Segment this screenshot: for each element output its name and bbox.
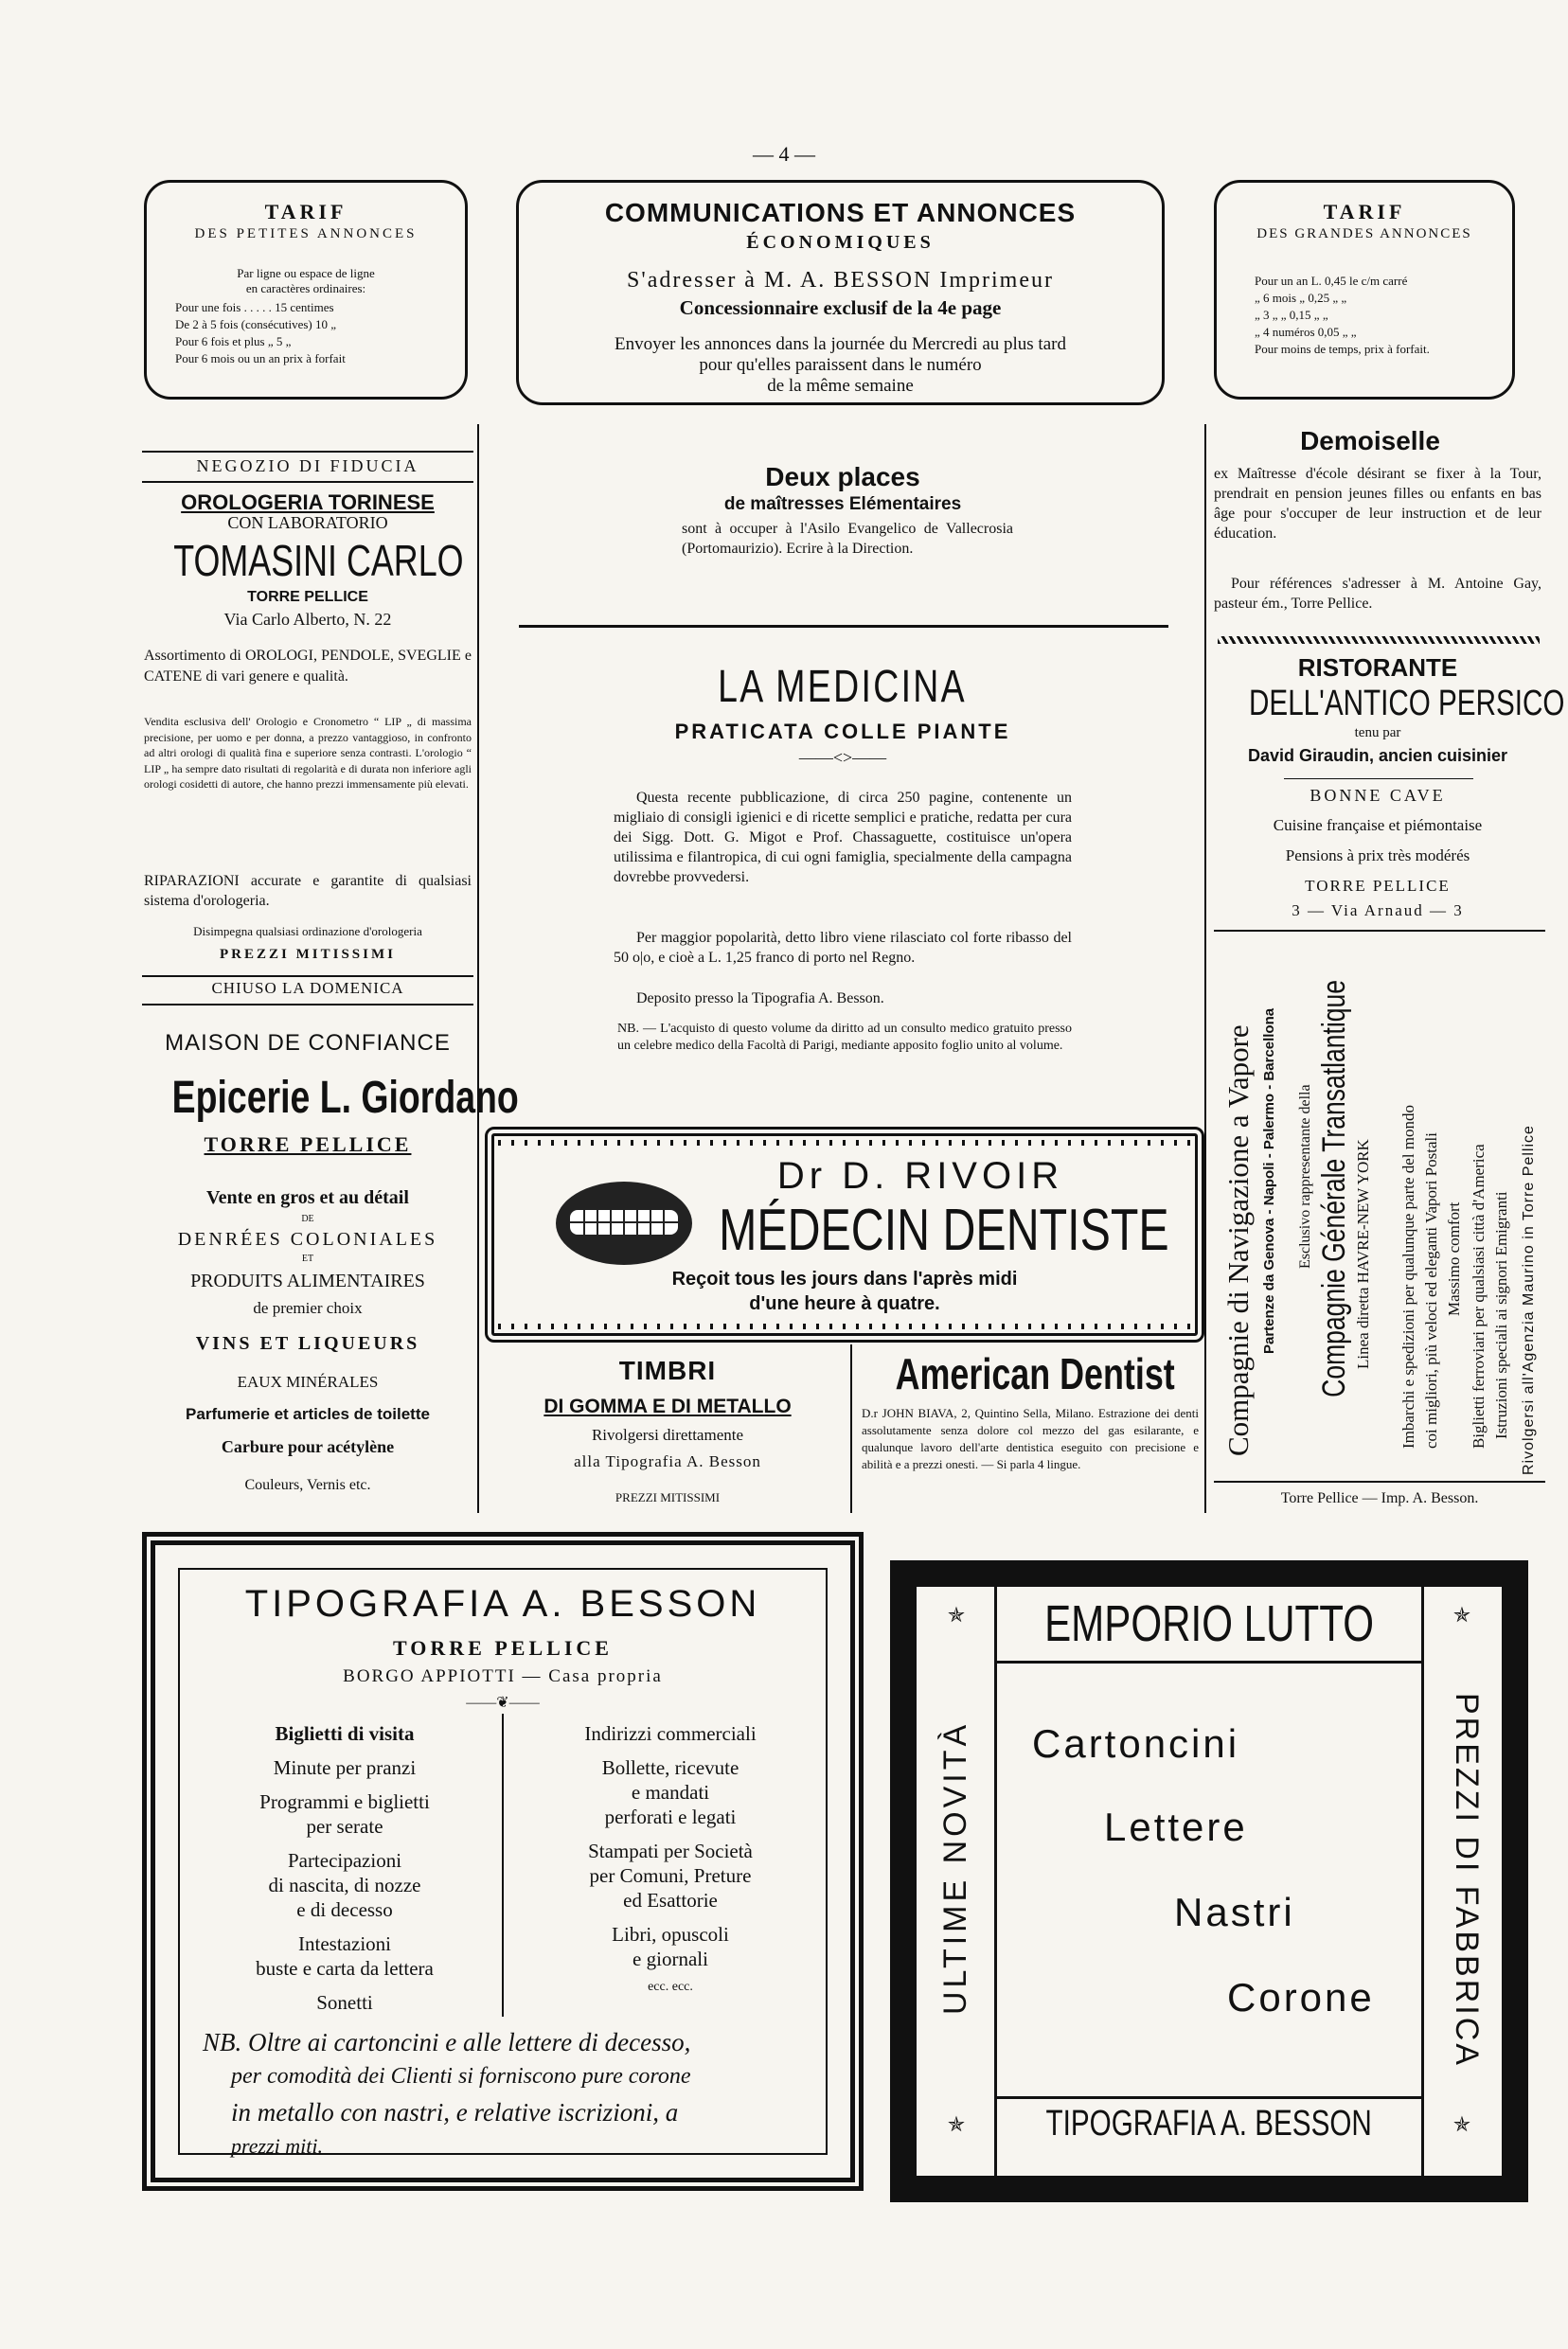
navigazione-v2: Partenze da Genova - Napoli - Palermo - Barcellona xyxy=(1261,1007,1277,1354)
star-icon-bottom-right: ✯ xyxy=(1452,2113,1471,2137)
tarif-grandes-row2: „ 6 mois „ 0,25 „ „ xyxy=(1255,291,1347,305)
tarif-grandes-subtitle: DES GRANDES ANNONCES xyxy=(1256,226,1472,241)
tarif-grandes-row1: Pour un an L. 0,45 le c/m carré xyxy=(1255,274,1408,288)
medicina-p4: NB. — L'acquisto di questo volume da diritto ad un consulto medico gratuito presso un celebre medico della Facoltà di Parigi, mediante apposito foglio unito al volume. xyxy=(617,1022,1072,1053)
emporio-left: ULTIME NOVITÀ xyxy=(937,1720,973,2015)
epicerie-header: MAISON DE CONFIANCE xyxy=(165,1030,451,1056)
deux-places-text: sont à occuper à l'Asilo Evangelico de Vallecrosia (Portomaurizio). Ecrire à la Direction. xyxy=(682,521,1013,557)
emporio-left-rule xyxy=(994,1587,997,2176)
tipografia-nb4: prezzi miti. xyxy=(231,2134,323,2158)
column-divider-right xyxy=(1204,424,1206,1513)
epicerie-l11: Couleurs, Vernis etc. xyxy=(244,1477,371,1493)
epicerie-name xyxy=(123,1072,519,1124)
navigazione-v11: Rivolgersi all'Agenzia Maurino in Torre Pellice xyxy=(1521,1125,1537,1475)
tipografia-right-1: Bollette, ricevute xyxy=(601,1756,739,1779)
american-title-text: American Dentist xyxy=(895,1349,1175,1398)
orologeria-prices: PREZZI MITISSIMI xyxy=(220,947,396,962)
ristorante-l4: Cuisine française et piémontaise xyxy=(1273,816,1483,834)
deux-places-title: Deux places xyxy=(765,462,920,491)
communications-line3: Envoyer les annonces dans la journée du Mercredi au plus tard xyxy=(615,334,1066,354)
tipografia-center-rule xyxy=(502,1714,504,2017)
tarif-petites-row3: Pour 6 fois et plus „ 5 „ xyxy=(175,334,292,348)
rivoir-l2: d'une heure à quatre. xyxy=(749,1293,940,1314)
orologeria-top-rule xyxy=(142,451,473,453)
navigazione-footer: Torre Pellice — Imp. A. Besson. xyxy=(1280,1490,1479,1506)
tipografia-left-7: Intestazioni xyxy=(298,1932,391,1955)
tipografia-left-5: di nascita, di nozze xyxy=(268,1874,421,1896)
tipografia-right-6: ed Esattorie xyxy=(623,1889,718,1912)
tipografia-nb2: per comodità dei Clienti si forniscono pure corone xyxy=(231,2064,691,2089)
tipografia-left-9: Sonetti xyxy=(316,1991,373,2014)
tipografia-right-3: perforati e legati xyxy=(604,1806,737,1828)
orologeria-p2: Vendita esclusiva dell' Orologio e Cronometro “ LIP „ di massima precisione, per uomo e per donna, a prezzo vantaggioso, in confronto ad altri orologi di qualità fina e superiore senza contrasti. L'orologio “ LIP „ ha sempre dato risultati di regolarità e di durata non inferiore agli orologi cosidetti di autore, che hanno prezzi immensamente più elevati. xyxy=(144,715,472,791)
timbri-l1: Rivolgersi direttamente xyxy=(591,1426,744,1444)
tipografia-town: TORRE PELLICE xyxy=(393,1636,613,1660)
emporio-right: PREZZI DI FABBRICA xyxy=(1449,1693,1485,2068)
tarif-petites-row1: Pour une fois . . . . . 15 centimes xyxy=(175,300,334,314)
tipografia-box xyxy=(142,1532,864,2191)
emporio-i1: Cartoncini xyxy=(1032,1721,1240,1766)
emporio-i2: Lettere xyxy=(1104,1805,1248,1849)
emporio-footer xyxy=(996,2104,1422,2144)
tipografia-left-4: Partecipazioni xyxy=(287,1849,402,1872)
epicerie-l2: DE xyxy=(301,1214,314,1224)
ristorante-name-text: DELL'ANTICO PERSICO xyxy=(1249,684,1565,723)
emporio-box xyxy=(890,1560,1528,2202)
emporio-i4: Corone xyxy=(1227,1975,1375,2020)
ristorante-l5: Pensions à prix très modérés xyxy=(1285,846,1470,864)
deux-places-rule xyxy=(519,625,1168,628)
emporio-i3: Nastri xyxy=(1174,1890,1295,1934)
medicina-p3: Deposito presso la Tipografia A. Besson. xyxy=(636,990,884,1006)
american-text: D.r JOHN BIAVA, 2, Quintino Sella, Milano. Estrazione dei denti assolutamente senza dolore col mezzo del gas esilarante, e qualunque lavoro dell'arte dentistica eseguito con precisione e abilità e a prezzi onesti. — Si parla 4 lingue. xyxy=(862,1406,1199,1471)
rivoir-title-text: MÉDECIN DENTISTE xyxy=(719,1198,1169,1263)
orologeria-header: NEGOZIO DI FIDUCIA xyxy=(196,456,419,475)
tipografia-left-2: Programmi e biglietti xyxy=(259,1790,430,1813)
medicina-title-text: LA MEDICINA xyxy=(718,662,968,712)
timbri-divider xyxy=(850,1344,852,1513)
orologeria-name: OROLOGERIA TORINESE xyxy=(181,490,435,514)
ristorante-name xyxy=(1204,684,1565,724)
emporio-title-text: EMPORIO LUTTO xyxy=(1044,1595,1374,1652)
tipografia-left-3: per serate xyxy=(306,1815,383,1838)
rivoir-l1: Reçoit tous les jours dans l'après midi xyxy=(671,1269,1018,1290)
tipografia-right-4: Stampati per Società xyxy=(588,1840,753,1862)
emporio-footer-rule xyxy=(996,2096,1422,2099)
navigazione-v1: Compagnie di Navigazione a Vapore xyxy=(1221,1024,1255,1456)
navigazione-v10: Istruzioni speciali ai signori Emigranti xyxy=(1492,1191,1510,1439)
tarif-petites-row4: Pour 6 mois ou un an prix à forfait xyxy=(175,351,346,365)
epicerie-l6: de premier choix xyxy=(253,1299,363,1317)
communications-line4: pour qu'elles paraissent dans le numéro xyxy=(699,355,982,375)
tarif-grandes-box xyxy=(1214,180,1515,400)
ristorante-rule xyxy=(1284,778,1473,779)
demoiselle-ref: Pour références s'adresser à M. Antoine Gay, pasteur ém., Torre Pellice. xyxy=(1214,576,1541,612)
epicerie-l9: Parfumerie et articles de toilette xyxy=(186,1405,430,1423)
star-icon-top-left: ✯ xyxy=(947,1604,966,1628)
timbri-title: TIMBRI xyxy=(618,1356,717,1385)
epicerie-l1: Vente en gros et au détail xyxy=(206,1187,409,1208)
epicerie-name-text: Epicerie L. Giordano xyxy=(171,1073,519,1123)
tipografia-right-list xyxy=(509,1721,831,2000)
tipografia-right-5: per Comuni, Preture xyxy=(589,1864,752,1887)
tarif-petites-intro2: en caractères ordinaires: xyxy=(245,281,366,295)
orologeria-address: Via Carlo Alberto, N. 22 xyxy=(223,610,392,629)
tarif-petites-box xyxy=(144,180,468,400)
medicina-p1: Questa recente pubblicazione, di circa 250 pagine, contenente un migliaio di consigli igienici e di ricette semplici e pratiche, redatta per cura dei Sigg. Dott. G. Migot e Prof. Chassaguette, costituisce un'opera utilissima e filantropica, di cui ogni famiglia, specialmente della campagna dovrebbe provvedersi. xyxy=(614,790,1072,885)
tarif-grandes-row3: „ 3 „ „ 0,15 „ „ xyxy=(1255,308,1328,322)
epicerie-l8: EAUX MINÉRALES xyxy=(237,1373,379,1391)
orologeria-p1: Assortimento di OROLOGI, PENDOLE, SVEGLIE e CATENE di vari genere e qualità. xyxy=(144,648,472,685)
tipografia-right-2: e mandati xyxy=(631,1781,710,1804)
timbri-sub: DI GOMMA E DI METALLO xyxy=(543,1396,792,1417)
tipografia-left-8: buste e carta da lettera xyxy=(256,1957,434,1980)
emporio-title xyxy=(996,1594,1422,1653)
tarif-petites-subtitle: DES PETITES ANNONCES xyxy=(194,226,418,241)
timbri-l3: PREZZI MITISSIMI xyxy=(615,1490,721,1504)
emporio-footer-text: TIPOGRAFIA A. BESSON xyxy=(1045,2104,1373,2144)
tarif-grandes-row4: „ 4 numéros 0,05 „ „ xyxy=(1255,325,1357,339)
tipografia-title: TIPOGRAFIA A. BESSON xyxy=(244,1583,761,1625)
tarif-petites-row2: De 2 à 5 fois (consécutives) 10 „ xyxy=(175,317,337,331)
navigazione-v6: Imbarchi e spedizioni per qualunque parte del mondo xyxy=(1399,1104,1417,1449)
tipografia-right-8: e giornali xyxy=(633,1948,708,1970)
tipografia-right-7: Libri, opuscoli xyxy=(612,1923,729,1946)
navigazione-v5: Linea diretta HAVRE-NEW YORK xyxy=(1354,1139,1372,1369)
epicerie-l5: PRODUITS ALIMENTAIRES xyxy=(190,1271,425,1291)
navigazione-v9: Biglietti ferroviari per qualsiasi città d'America xyxy=(1470,1144,1488,1449)
navigazione-v3: Esclusivo rappresentante della xyxy=(1297,1084,1313,1269)
orologeria-closed: CHIUSO LA DOMENICA xyxy=(211,979,404,997)
page-number: — 4 — xyxy=(753,142,815,166)
tipografia-right-0: Indirizzi commerciali xyxy=(584,1722,757,1745)
star-icon-bottom-left: ✯ xyxy=(947,2113,966,2137)
epicerie-l3: DENRÉES COLONIALES xyxy=(177,1229,438,1250)
tipografia-left-1: Minute per pranzi xyxy=(273,1756,417,1779)
medicina-title xyxy=(530,661,1155,713)
orologeria-bottom-rule xyxy=(142,975,473,977)
ristorante-end-rule xyxy=(1214,930,1545,932)
orologeria-owner-text: TOMASINI CARLO xyxy=(173,536,464,585)
rivoir-ornament-bottom xyxy=(498,1324,1191,1329)
orologeria-header-rule xyxy=(142,481,473,483)
navigazione-v4 xyxy=(1316,921,1353,1456)
tipografia-left-6: e di decesso xyxy=(296,1898,393,1921)
rivoir-box xyxy=(485,1127,1204,1343)
orologeria-p4: Disimpegna qualsiasi ordinazione d'orologeria xyxy=(193,924,422,938)
rivoir-ornament-top xyxy=(498,1140,1191,1146)
orologeria-end-rule xyxy=(142,1004,473,1005)
tipografia-right-9: ecc. ecc. xyxy=(648,1980,693,1994)
tipografia-nb1: NB. Oltre ai cartoncini e alle lettere di decesso, xyxy=(203,2028,691,2056)
communications-title: COMMUNICATIONS ET ANNONCES xyxy=(604,198,1077,227)
communications-line5: de la même semaine xyxy=(767,376,914,396)
navigazione-v4-text: Compagnie Générale Transatlantique xyxy=(1316,980,1352,1397)
tarif-petites-title: TARIF xyxy=(264,200,347,223)
emporio-right-rule xyxy=(1421,1587,1424,2176)
medicina-p2: Per maggior popolarità, detto libro viene rilasciato col forte ribasso del 50 o|o, e cioè a L. 1,25 franco di porto nel Regno. xyxy=(614,930,1072,966)
communications-line1: S'adresser à M. A. BESSON Imprimeur xyxy=(627,268,1054,293)
emporio-title-rule xyxy=(996,1661,1422,1664)
tipografia-left-list xyxy=(193,1721,496,2015)
tarif-grandes-title: TARIF xyxy=(1323,200,1406,223)
medicina-ornament: ——<>—— xyxy=(798,748,887,767)
communications-line2: Concessionnaire exclusif de la 4e page xyxy=(679,296,1002,319)
star-icon-top-right: ✯ xyxy=(1452,1604,1471,1628)
communications-subtitle: ÉCONOMIQUES xyxy=(746,232,935,253)
demoiselle-text: ex Maîtresse d'école désirant se fixer à la Tour, prendrait en pension jeunes filles ou enfants en bas âge pour s'occuper de leur instruction et de leur éducation. xyxy=(1214,466,1541,542)
epicerie-l4: ET xyxy=(301,1254,314,1264)
rivoir-name: Dr D. RIVOIR xyxy=(776,1155,1064,1197)
epicerie-l7: VINS ET LIQUEURS xyxy=(195,1333,420,1354)
navigazione-rule xyxy=(1214,1481,1545,1483)
deux-places-sub: de maîtresses Elémentaires xyxy=(723,494,962,514)
orologeria-sub: CON LABORATORIO xyxy=(227,513,388,532)
tipografia-address: BORGO APPIOTTI — Casa propria xyxy=(343,1666,663,1686)
orologeria-owner xyxy=(133,535,483,586)
navigazione-v8: Massimo comfort xyxy=(1445,1201,1463,1316)
epicerie-l10: Carbure pour acétylène xyxy=(221,1437,395,1456)
ristorante-l3: BONNE CAVE xyxy=(1310,786,1446,805)
american-title xyxy=(856,1348,1201,1399)
demoiselle-title: Demoiselle xyxy=(1300,426,1440,455)
tipografia-ornament: ——❦—— xyxy=(466,1695,540,1711)
navigazione-v7: coi migliori, più veloci ed eleganti Vapori Postali xyxy=(1422,1132,1440,1449)
tarif-petites-intro1: Par ligne ou espace de ligne xyxy=(237,266,375,280)
rivoir-title xyxy=(655,1197,1195,1264)
ristorante-l6: TORRE PELLICE xyxy=(1305,877,1451,895)
timbri-l2: alla Tipografia A. Besson xyxy=(574,1452,761,1470)
ristorante-l2: David Giraudin, ancien cuisinier xyxy=(1247,746,1508,765)
medicina-sub: PRATICATA COLLE PIANTE xyxy=(674,720,1011,743)
ristorante-l7: 3 — Via Arnaud — 3 xyxy=(1292,901,1464,919)
emporio-inner xyxy=(917,1587,1502,2176)
ristorante-title: RISTORANTE xyxy=(1297,653,1458,682)
orologeria-town: TORRE PELLICE xyxy=(247,589,368,605)
ristorante-l1: tenu par xyxy=(1354,725,1401,740)
column-divider-left xyxy=(477,424,479,1513)
tipografia-left-0: Biglietti di visita xyxy=(275,1722,415,1745)
epicerie-town: TORRE PELLICE xyxy=(204,1132,412,1156)
demoiselle-rule xyxy=(1218,636,1540,644)
communications-box xyxy=(516,180,1165,405)
tipografia-nb3: in metallo con nastri, e relative iscrizioni, a xyxy=(231,2098,679,2127)
tarif-grandes-row5: Pour moins de temps, prix à forfait. xyxy=(1255,342,1430,356)
orologeria-p3: RIPARAZIONI accurate e garantite di qualsiasi sistema d'orologeria. xyxy=(144,873,472,909)
